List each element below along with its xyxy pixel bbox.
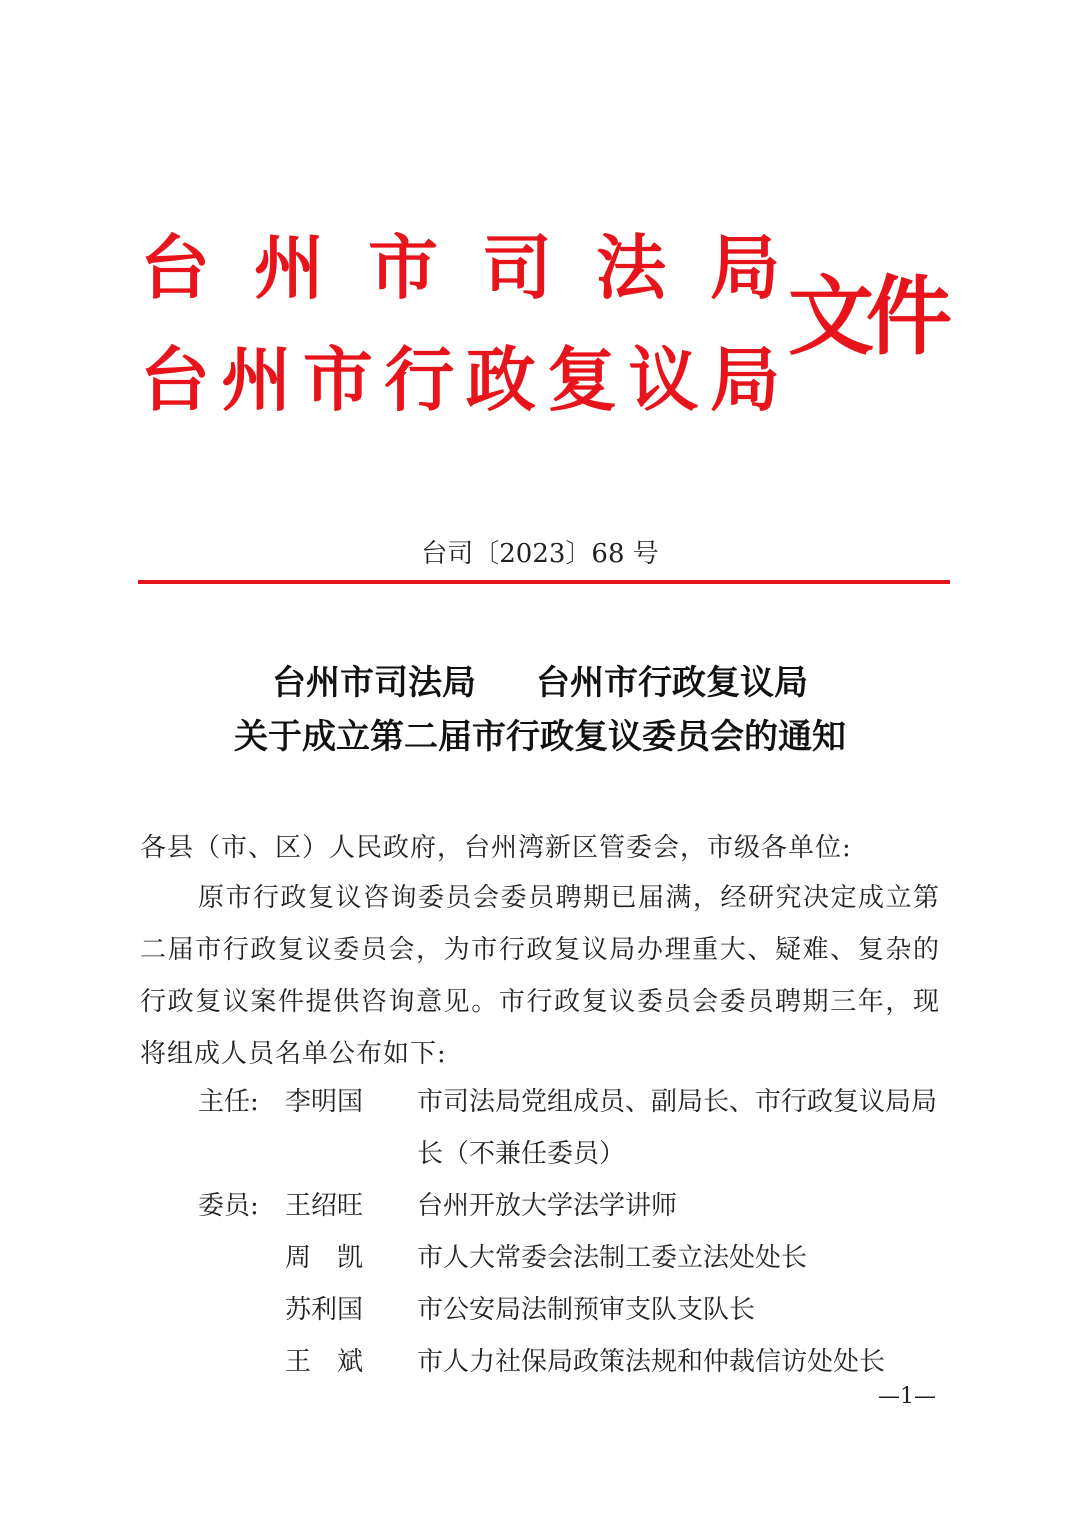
letterhead-char: 局 [709, 339, 780, 421]
roster-desc: 市公安局法制预审支队支队长 [417, 1295, 756, 1325]
letterhead-char: 局 [710, 227, 780, 309]
letterhead-char: 司 [482, 227, 552, 309]
roster-row [140, 1284, 940, 1336]
letterhead-char: 议 [628, 339, 699, 421]
letterhead-line-1 [140, 228, 780, 308]
letterhead-suffix: 文件 [788, 267, 944, 367]
roster-row [140, 1180, 940, 1232]
letterhead-char: 台 [140, 339, 210, 421]
red-divider [138, 580, 950, 584]
roster-desc: 市司法局党组成员、副局长、市行政复议局局长（不兼任委员） [417, 1087, 938, 1169]
roster-desc: 市人力社保局政策法规和仲裁信访处处长 [417, 1347, 886, 1377]
title-issuer-2: 台州市行政复议局 [536, 663, 808, 703]
letterhead-char: 市 [302, 339, 373, 421]
letterhead-char: 行 [384, 339, 455, 421]
roster-role [140, 1284, 285, 1336]
page-number: —1— [878, 1384, 936, 1409]
title-line-1 [0, 660, 1080, 706]
roster-row [140, 1076, 940, 1180]
roster-desc: 台州开放大学法学讲师 [417, 1191, 678, 1221]
roster-role: 主任: [198, 1087, 259, 1117]
roster-row [140, 1336, 940, 1388]
roster-desc: 市人大常委会法制工委立法处处长 [417, 1243, 808, 1273]
roster-name: 王 斌 [285, 1347, 364, 1377]
letterhead-char: 法 [596, 227, 666, 309]
letterhead-char: 台 [140, 227, 210, 309]
salutation: 各县（市、区）人民政府，台州湾新区管委会，市级各单位: [140, 833, 852, 863]
letterhead-char: 市 [368, 227, 438, 309]
letterhead-char: 复 [547, 339, 618, 421]
letterhead-char: 州 [221, 339, 292, 421]
title-line-2: 关于成立第二届市行政复议委员会的通知 [234, 717, 846, 757]
letterhead-line-2 [140, 340, 780, 420]
roster-name: 王绍旺 [285, 1191, 364, 1221]
roster-row [140, 1232, 940, 1284]
document-number: 台司〔2023〕68 号 [421, 539, 659, 569]
letterhead-char: 政 [465, 339, 536, 421]
title-issuer-1: 台州市司法局 [272, 663, 476, 703]
letterhead-char: 州 [254, 227, 324, 309]
body-paragraph: 原市行政复议咨询委员会委员聘期已届满，经研究决定成立第二届市行政复议委员会，为市行政复议局办理重大、疑难、复杂的行政复议案件提供咨询意见。市行政复议委员会委员聘期三年，现将组成人员名单公布如下: [140, 883, 940, 1069]
roster-role [140, 1232, 285, 1284]
member-roster [140, 1076, 940, 1388]
roster-name: 李明国 [285, 1087, 364, 1117]
roster-role [140, 1336, 285, 1388]
roster-role: 委员: [198, 1191, 259, 1221]
roster-name: 苏利国 [285, 1295, 364, 1325]
roster-name: 周 凯 [285, 1243, 364, 1273]
